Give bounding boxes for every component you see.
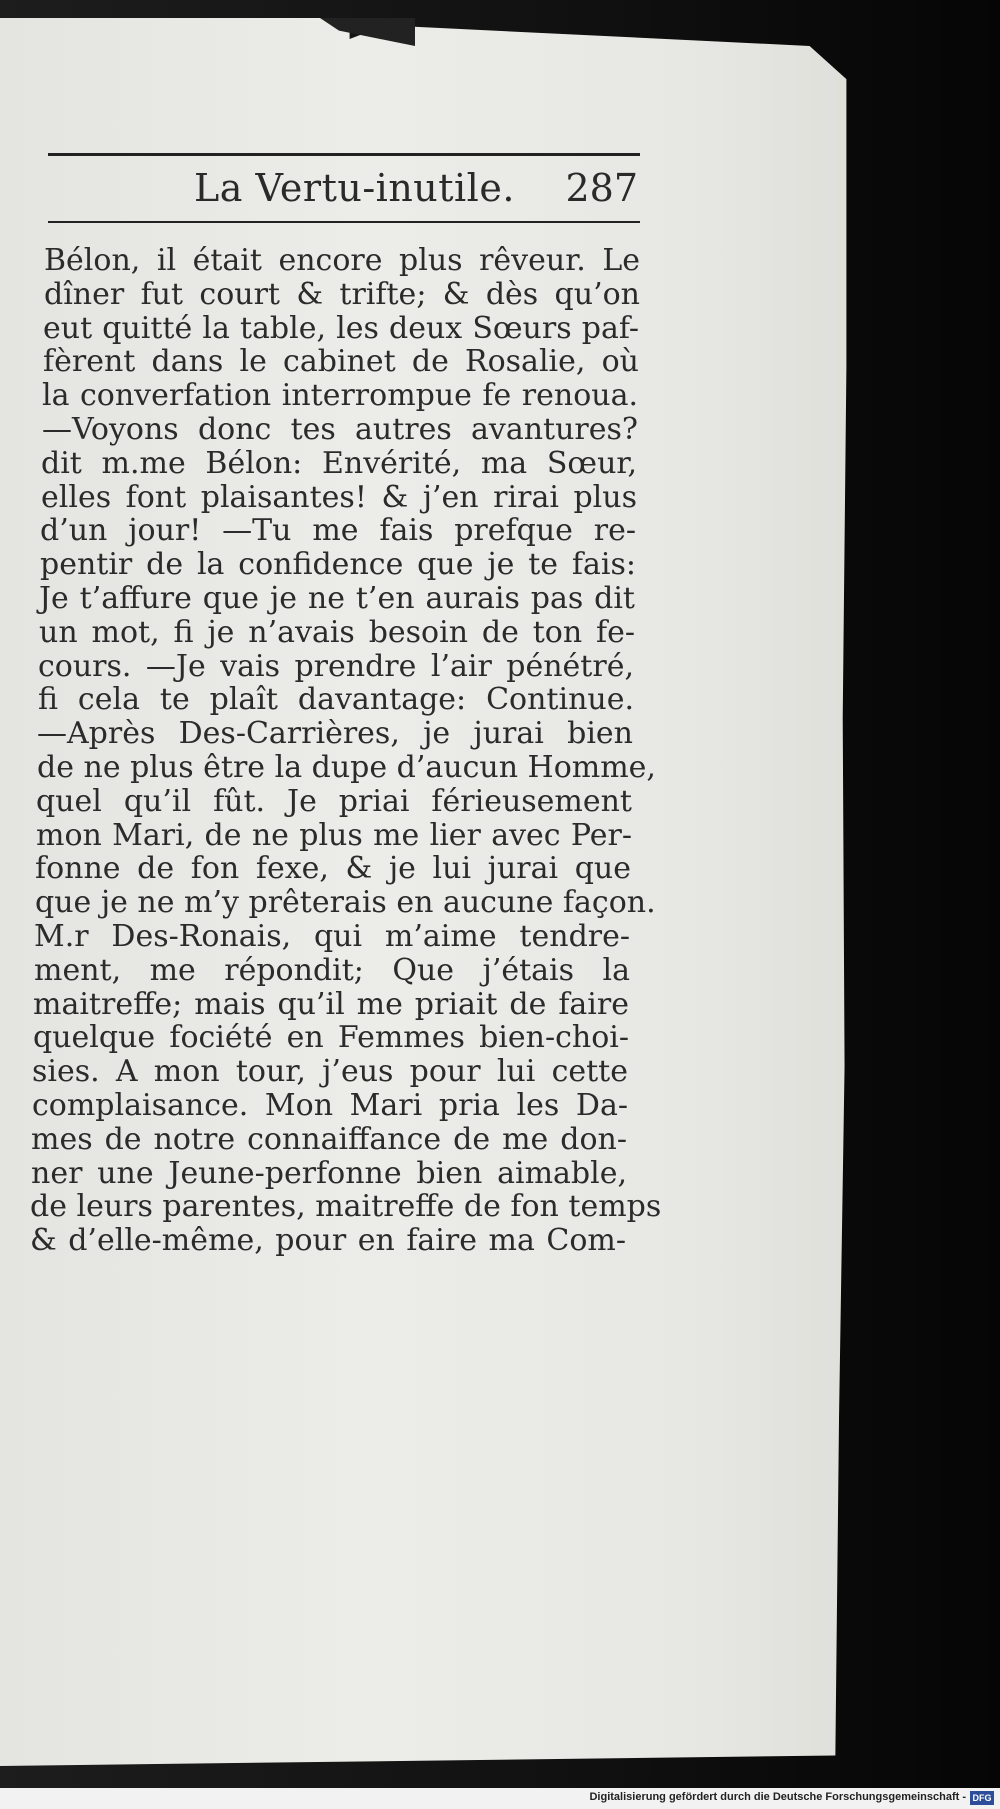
- text-line: dit m.me Bélon: Envérité, ma Sœur,: [41, 446, 637, 481]
- text-line: d’un jour! —Tu me fais prefque re-: [40, 513, 636, 548]
- text-line: fonne de fon fexe, & je lui jurai que: [35, 851, 631, 886]
- text-line: pentir de la confidence que je te fais:: [40, 547, 636, 582]
- text-line: la converfation interrompue fe renoua.: [42, 378, 638, 413]
- text-line: Je t’affure que je ne t’en aurais pas dit: [39, 581, 635, 616]
- text-line: —Voyons donc tes autres avantures?: [42, 412, 638, 447]
- text-line: elles font plaisantes! & j’en rirai plus: [41, 480, 637, 515]
- text-line: mon Mari, de ne plus me lier avec Per-: [36, 818, 632, 853]
- text-line: cours. —Je vais prendre l’air pénétré,: [38, 649, 634, 684]
- text-line: complaisance. Mon Mari pria les Da-: [32, 1088, 628, 1123]
- text-line: quelque fociété en Femmes bien-choi-: [33, 1020, 629, 1055]
- text-line: que je ne m’y prêterais en aucune façon.: [35, 885, 656, 920]
- text-line: mes de notre connaiffance de me don-: [31, 1122, 627, 1157]
- digitization-credit: Digitalisierung gefördert durch die Deutsche Forschungsgemeinschaft -: [589, 1791, 966, 1803]
- header-rule-top: [48, 153, 640, 156]
- page-number: 287: [565, 166, 638, 210]
- text-line: fi cela te plaît davantage: Continue.: [38, 682, 634, 717]
- text-line: maitreffe; mais qu’il me priait de faire: [33, 987, 629, 1022]
- text-line: dîner fut court & trifte; & dès qu’on: [44, 277, 640, 312]
- text-line: ner une Jeune-perfonne bien aimable,: [31, 1156, 627, 1191]
- text-line: un mot, fi je n’avais besoin de ton fe-: [39, 615, 635, 650]
- text-line: —Après Des-Carrières, je jurai bien: [37, 716, 633, 751]
- text-line: de ne plus être la dupe d’aucun Homme,: [37, 750, 656, 785]
- text-line: eut quitté la table, les deux Sœurs paf-: [43, 311, 639, 346]
- header-rule-bottom: [48, 221, 640, 223]
- footer-bar: [0, 1788, 1000, 1809]
- text-line: M.r Des-Ronais, qui m’aime tendre-: [34, 919, 630, 954]
- text-line: fèrent dans le cabinet de Rosalie, où: [43, 344, 639, 379]
- text-line: & d’elle-même, pour en faire ma Com-: [30, 1223, 626, 1258]
- dfg-logo: DFG: [970, 1791, 994, 1805]
- text-line: ment, me répondit; Que j’étais la: [34, 953, 630, 988]
- text-line: Bélon, il était encore plus rêveur. Le: [44, 243, 640, 278]
- running-title: La Vertu-inutile.: [194, 166, 515, 210]
- running-header: [48, 166, 640, 218]
- text-line: sies. A mon tour, j’eus pour lui cette: [32, 1054, 628, 1089]
- text-line: de leurs parentes, maitreffe de fon temps: [30, 1189, 662, 1224]
- text-line: quel qu’il fût. Je priai férieusement: [36, 784, 632, 819]
